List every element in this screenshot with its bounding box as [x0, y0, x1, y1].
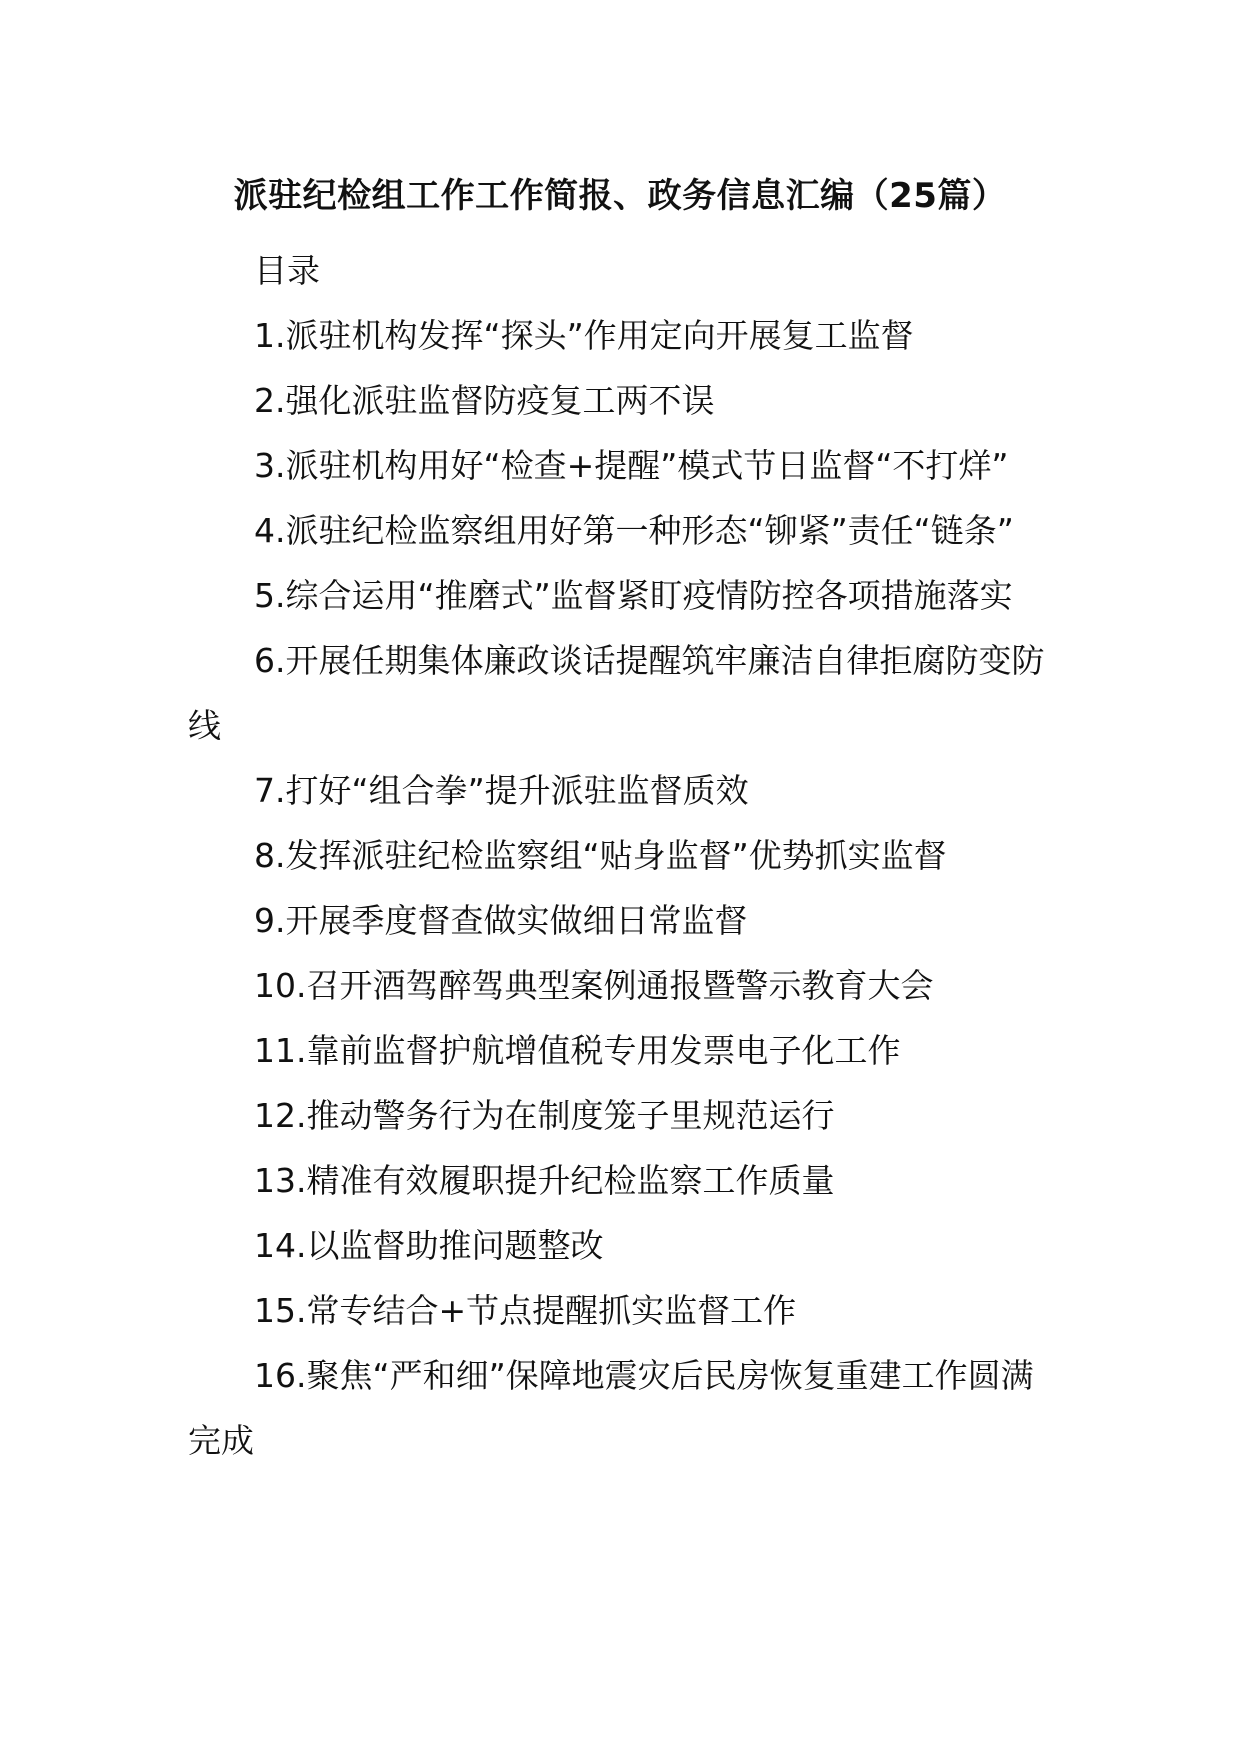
- toc-item: 4.派驻纪检监察组用好第一种形态“铆紧”责任“链条”: [254, 511, 1014, 550]
- toc-item: 14.以监督助推问题整改: [254, 1226, 604, 1265]
- toc-item: 8.发挥派驻纪检监察组“贴身监督”优势抓实监督: [254, 836, 947, 875]
- toc-item: 2.强化派驻监督防疫复工两不误: [254, 381, 715, 420]
- toc-item: 15.常专结合+节点提醒抓实监督工作: [254, 1291, 797, 1330]
- toc-item: 16.聚焦“严和细”保障地震灾后民房恢复重建工作圆满完成: [188, 1356, 1034, 1460]
- toc-item: 9.开展季度督查做实做细日常监督: [254, 901, 748, 940]
- toc-item: 5.综合运用“推磨式”监督紧盯疫情防控各项措施落实: [254, 576, 1013, 615]
- toc-heading: 目录: [254, 251, 320, 290]
- document-title: 派驻纪检组工作工作简报、政务信息汇编（25篇）: [233, 176, 1007, 216]
- toc-item: 1.派驻机构发挥“探头”作用定向开展复工监督: [254, 316, 914, 355]
- toc-item: 3.派驻机构用好“检查+提醒”模式节日监督“不打烊”: [254, 446, 1009, 485]
- toc-item: 12.推动警务行为在制度笼子里规范运行: [254, 1096, 835, 1135]
- table-of-contents: [188, 238, 1058, 1473]
- toc-item: 13.精准有效履职提升纪检监察工作质量: [254, 1161, 835, 1200]
- toc-item: 10.召开酒驾醉驾典型案例通报暨警示教育大会: [254, 966, 934, 1005]
- toc-item: 7.打好“组合拳”提升派驻监督质效: [254, 771, 749, 810]
- toc-item: 11.靠前监督护航增值税专用发票电子化工作: [254, 1031, 901, 1070]
- toc-item: 6.开展任期集体廉政谈话提醒筑牢廉洁自律拒腐防变防线: [188, 641, 1045, 745]
